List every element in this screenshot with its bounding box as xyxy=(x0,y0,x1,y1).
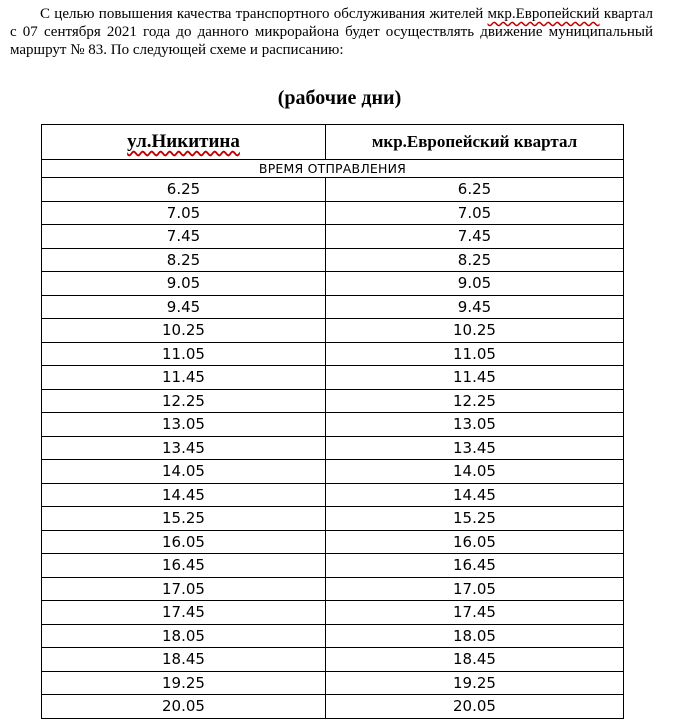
departure-time-european-quarter: 17.45 xyxy=(326,601,624,625)
column-header-nikitina: ул.Никитина xyxy=(42,125,326,160)
table-row xyxy=(42,342,624,366)
table-row xyxy=(42,178,624,202)
departure-time-subheader: ВРЕМЯ ОТПРАВЛЕНИЯ xyxy=(42,160,624,178)
departure-time-european-quarter: 9.45 xyxy=(326,295,624,319)
intro-text-after: квартал с 07 сентября 2021 года до данного микрорайона будет осуществлять движение муниципальный маршрут № 83. По следующей схеме и расписанию: xyxy=(10,6,653,58)
table-row xyxy=(42,624,624,648)
departure-time-nikitina: 20.05 xyxy=(42,695,326,719)
departure-time-nikitina: 16.45 xyxy=(42,554,326,578)
table-row xyxy=(42,201,624,225)
subheader-row xyxy=(42,160,624,178)
schedule-body xyxy=(42,178,624,719)
departure-time-nikitina: 9.05 xyxy=(42,272,326,296)
departure-time-european-quarter: 18.05 xyxy=(326,624,624,648)
intro-paragraph xyxy=(10,5,653,59)
departure-time-nikitina: 9.45 xyxy=(42,295,326,319)
departure-time-nikitina: 18.45 xyxy=(42,648,326,672)
table-row xyxy=(42,648,624,672)
column-header-row xyxy=(42,125,624,160)
table-row xyxy=(42,460,624,484)
departure-time-european-quarter: 20.05 xyxy=(326,695,624,719)
table-row xyxy=(42,507,624,531)
departure-time-european-quarter: 18.45 xyxy=(326,648,624,672)
departure-time-european-quarter: 10.25 xyxy=(326,319,624,343)
departure-time-nikitina: 7.05 xyxy=(42,201,326,225)
departure-time-european-quarter: 17.05 xyxy=(326,577,624,601)
departure-time-european-quarter: 19.25 xyxy=(326,671,624,695)
table-row xyxy=(42,366,624,390)
departure-time-nikitina: 8.25 xyxy=(42,248,326,272)
departure-time-european-quarter: 12.25 xyxy=(326,389,624,413)
departure-time-european-quarter: 11.45 xyxy=(326,366,624,390)
departure-time-european-quarter: 13.05 xyxy=(326,413,624,437)
departure-time-nikitina: 11.05 xyxy=(42,342,326,366)
table-row xyxy=(42,671,624,695)
departure-time-european-quarter: 9.05 xyxy=(326,272,624,296)
departure-time-nikitina: 13.45 xyxy=(42,436,326,460)
departure-time-nikitina: 19.25 xyxy=(42,671,326,695)
table-row xyxy=(42,695,624,719)
table-row xyxy=(42,295,624,319)
departure-time-nikitina: 12.25 xyxy=(42,389,326,413)
table-row xyxy=(42,577,624,601)
departure-time-european-quarter: 14.05 xyxy=(326,460,624,484)
column-header-european-quarter: мкр.Европейский квартал xyxy=(326,125,624,160)
departure-time-nikitina: 7.45 xyxy=(42,225,326,249)
table-row xyxy=(42,483,624,507)
departure-time-nikitina: 15.25 xyxy=(42,507,326,531)
departure-time-nikitina: 11.45 xyxy=(42,366,326,390)
departure-time-european-quarter: 7.45 xyxy=(326,225,624,249)
table-row xyxy=(42,601,624,625)
departure-time-nikitina: 14.05 xyxy=(42,460,326,484)
departure-time-nikitina: 16.05 xyxy=(42,530,326,554)
departure-time-european-quarter: 8.25 xyxy=(326,248,624,272)
departure-time-nikitina: 17.05 xyxy=(42,577,326,601)
table-row xyxy=(42,554,624,578)
departure-time-european-quarter: 6.25 xyxy=(326,178,624,202)
departure-time-european-quarter: 16.05 xyxy=(326,530,624,554)
departure-time-nikitina: 13.05 xyxy=(42,413,326,437)
departure-time-nikitina: 6.25 xyxy=(42,178,326,202)
intro-district: мкр.Европейский xyxy=(487,6,600,22)
table-row xyxy=(42,225,624,249)
departure-time-european-quarter: 7.05 xyxy=(326,201,624,225)
departure-time-nikitina: 18.05 xyxy=(42,624,326,648)
intro-text-before: С целью повышения качества транспортного обслуживания жителей xyxy=(40,6,488,22)
table-row xyxy=(42,319,624,343)
departure-time-nikitina: 17.45 xyxy=(42,601,326,625)
table-row xyxy=(42,389,624,413)
departure-time-european-quarter: 15.25 xyxy=(326,507,624,531)
departure-time-nikitina: 10.25 xyxy=(42,319,326,343)
departure-time-european-quarter: 16.45 xyxy=(326,554,624,578)
table-row xyxy=(42,436,624,460)
schedule-table xyxy=(41,124,624,719)
table-row xyxy=(42,530,624,554)
schedule-heading: (рабочие дни) xyxy=(277,87,402,109)
departure-time-european-quarter: 13.45 xyxy=(326,436,624,460)
table-row xyxy=(42,248,624,272)
departure-time-european-quarter: 11.05 xyxy=(326,342,624,366)
departure-time-nikitina: 14.45 xyxy=(42,483,326,507)
departure-time-european-quarter: 14.45 xyxy=(326,483,624,507)
table-row xyxy=(42,413,624,437)
table-row xyxy=(42,272,624,296)
